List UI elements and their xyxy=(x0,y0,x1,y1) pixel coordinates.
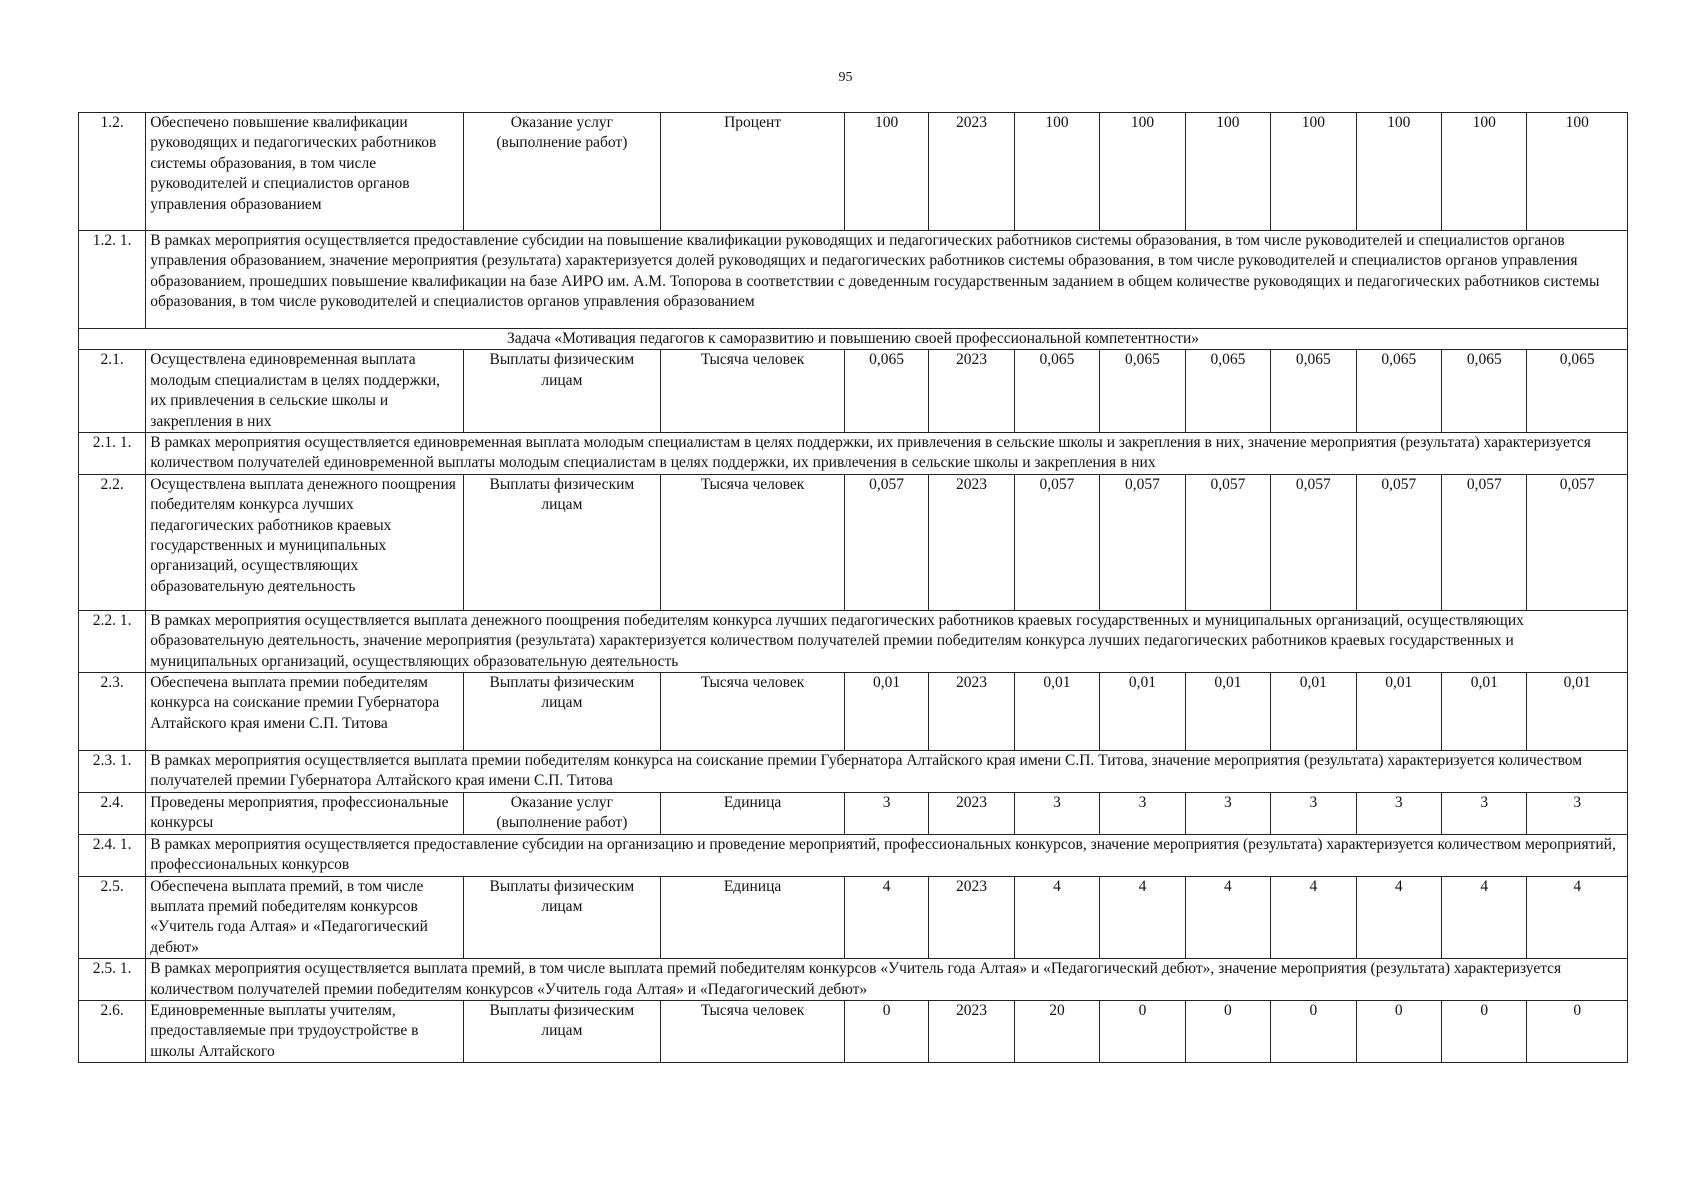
value-year: 2023 xyxy=(929,792,1014,834)
unit-of-measure: Единица xyxy=(661,792,845,834)
value-v2: 4 xyxy=(1100,876,1185,959)
value-v7: 0 xyxy=(1527,1000,1628,1062)
description-row xyxy=(79,231,1628,329)
value-v2: 0,065 xyxy=(1100,350,1185,433)
value-year: 2023 xyxy=(929,113,1014,231)
unit-of-measure: Единица xyxy=(661,876,845,959)
unit-of-measure: Тысяча человек xyxy=(661,350,845,433)
value-v2: 100 xyxy=(1100,113,1185,231)
indicator-kind: Выплаты физическим лицам xyxy=(463,673,661,751)
unit-of-measure: Тысяча человек xyxy=(661,474,845,610)
value-v3: 4 xyxy=(1185,876,1270,959)
value-v1: 4 xyxy=(1014,876,1099,959)
unit-of-measure: Тысяча человек xyxy=(661,673,845,751)
indicator-kind: Выплаты физическим лицам xyxy=(463,1000,661,1062)
value-year: 2023 xyxy=(929,474,1014,610)
row-number: 2.1. 1. xyxy=(79,433,146,475)
value-v7: 0,01 xyxy=(1527,673,1628,751)
value-year: 2023 xyxy=(929,1000,1014,1062)
value-v3: 3 xyxy=(1185,792,1270,834)
value-v2: 0,01 xyxy=(1100,673,1185,751)
indicator-row xyxy=(79,673,1628,751)
value-v3: 0,057 xyxy=(1185,474,1270,610)
indicator-kind: Выплаты физическим лицам xyxy=(463,350,661,433)
value-base: 0 xyxy=(844,1000,928,1062)
value-v2: 3 xyxy=(1100,792,1185,834)
value-v7: 3 xyxy=(1527,792,1628,834)
row-number: 2.6. xyxy=(79,1000,146,1062)
row-number: 1.2. 1. xyxy=(79,231,146,329)
description-text: В рамках мероприятия осуществляется предоставление субсидии на повышение квалификации руководящих и педагогических работников системы образования, в том числе руководителей и специалистов органов управления образованием, значение мероприятия (результата) характеризуется долей руководящих и педагогических работников системы образования, в том числе руководителей и специалистов органов управления образованием, прошедших повышение квалификации на базе АИРО им. А.М. Топорова в соответствии с доведенным государственным заданием в общем количестве руководящих и педагогических работников системы образования, в том числе руководителей и специалистов органов управления образованием xyxy=(146,231,1628,329)
value-v6: 3 xyxy=(1442,792,1527,834)
row-number: 2.5. 1. xyxy=(79,959,146,1001)
value-base: 4 xyxy=(844,876,928,959)
row-number: 2.1. xyxy=(79,350,146,433)
value-v1: 3 xyxy=(1014,792,1099,834)
value-v4: 100 xyxy=(1271,113,1356,231)
unit-of-measure: Тысяча человек xyxy=(661,1000,845,1062)
indicator-name: Обеспечено повышение квалификации руководящих и педагогических работников системы образования, в том числе руководителей и специалистов органов управления образованием xyxy=(146,113,463,231)
description-row xyxy=(79,959,1628,1001)
indicators-table xyxy=(78,112,1628,1063)
row-number: 2.4. xyxy=(79,792,146,834)
value-v1: 0,01 xyxy=(1014,673,1099,751)
indicator-name: Единовременные выплаты учителям, предоставляемые при трудоустройстве в школы Алтайского xyxy=(146,1000,463,1062)
indicator-kind: Выплаты физическим лицам xyxy=(463,474,661,610)
indicator-row xyxy=(79,350,1628,433)
value-v5: 0,065 xyxy=(1356,350,1441,433)
value-v4: 4 xyxy=(1271,876,1356,959)
value-v1: 100 xyxy=(1014,113,1099,231)
description-text: В рамках мероприятия осуществляется выплата денежного поощрения победителям конкурса лучших педагогических работников краевых государственных и муниципальных организаций, осуществляющих образовательную деятельность, значение мероприятия (результата) характеризуется количеством получателей премии победителям конкурса лучших педагогических работников краевых государственных и муниципальных организаций, осуществляющих образовательную деятельность xyxy=(146,610,1628,672)
indicator-row xyxy=(79,876,1628,959)
description-text: В рамках мероприятия осуществляется предоставление субсидии на организацию и проведение мероприятий, профессиональных конкурсов, значение мероприятия (результата) характеризуется количеством мероприятий, профессиональных конкурсов xyxy=(146,834,1628,876)
indicator-name: Проведены мероприятия, профессиональные конкурсы xyxy=(146,792,463,834)
value-base: 0,01 xyxy=(844,673,928,751)
value-v4: 0,01 xyxy=(1271,673,1356,751)
value-year: 2023 xyxy=(929,673,1014,751)
value-v5: 0,01 xyxy=(1356,673,1441,751)
value-v5: 3 xyxy=(1356,792,1441,834)
indicator-name: Осуществлена выплата денежного поощрения победителям конкурса лучших педагогических работников краевых государственных и муниципальных организаций, осуществляющих образовательную деятельность xyxy=(146,474,463,610)
row-number: 2.2. xyxy=(79,474,146,610)
description-text: В рамках мероприятия осуществляется единовременная выплата молодым специалистам в целях поддержки, их привлечения в сельские школы и закрепления в них, значение мероприятия (результата) характеризуется количеством получателей единовременной выплаты молодым специалистам в целях поддержки, их привлечения в сельские школы и закрепления в них xyxy=(146,433,1628,475)
row-number: 2.3. xyxy=(79,673,146,751)
value-v1: 20 xyxy=(1014,1000,1099,1062)
value-year: 2023 xyxy=(929,876,1014,959)
value-v5: 4 xyxy=(1356,876,1441,959)
row-number: 2.2. 1. xyxy=(79,610,146,672)
value-v7: 0,065 xyxy=(1527,350,1628,433)
value-v1: 0,065 xyxy=(1014,350,1099,433)
value-base: 0,057 xyxy=(844,474,928,610)
row-number: 2.4. 1. xyxy=(79,834,146,876)
description-row xyxy=(79,433,1628,475)
value-v4: 3 xyxy=(1271,792,1356,834)
value-v7: 100 xyxy=(1527,113,1628,231)
indicator-kind: Оказание услуг (выполнение работ) xyxy=(463,792,661,834)
indicator-row xyxy=(79,474,1628,610)
row-number: 1.2. xyxy=(79,113,146,231)
value-v3: 0 xyxy=(1185,1000,1270,1062)
indicator-kind: Выплаты физическим лицам xyxy=(463,876,661,959)
page-number: 95 xyxy=(838,70,853,85)
task-row xyxy=(79,329,1628,350)
indicator-name: Обеспечена выплата премий, в том числе выплата премий победителям конкурсов «Учитель года Алтая» и «Педагогический дебют» xyxy=(146,876,463,959)
value-v6: 0,01 xyxy=(1442,673,1527,751)
value-v7: 4 xyxy=(1527,876,1628,959)
value-v6: 0 xyxy=(1442,1000,1527,1062)
row-number: 2.3. 1. xyxy=(79,751,146,793)
value-v6: 0,057 xyxy=(1442,474,1527,610)
task-title: Задача «Мотивация педагогов к саморазвитию и повышению своей профессиональной компетентности» xyxy=(79,329,1628,350)
indicator-row xyxy=(79,1000,1628,1062)
value-base: 100 xyxy=(844,113,928,231)
value-v4: 0 xyxy=(1271,1000,1356,1062)
value-v2: 0 xyxy=(1100,1000,1185,1062)
indicator-name: Обеспечена выплата премии победителям конкурса на соискание премии Губернатора Алтайского края имени С.П. Титова xyxy=(146,673,463,751)
unit-of-measure: Процент xyxy=(661,113,845,231)
value-v5: 0,057 xyxy=(1356,474,1441,610)
value-v7: 0,057 xyxy=(1527,474,1628,610)
description-row xyxy=(79,610,1628,672)
description-text: В рамках мероприятия осуществляется выплата премий, в том числе выплата премий победителям конкурсов «Учитель года Алтая» и «Педагогический дебют», значение мероприятия (результата) характеризуется количеством получателей премии победителям конкурсов «Учитель года Алтая» и «Педагогический дебют» xyxy=(146,959,1628,1001)
description-row xyxy=(79,834,1628,876)
value-v5: 100 xyxy=(1356,113,1441,231)
value-v3: 0,01 xyxy=(1185,673,1270,751)
indicator-row xyxy=(79,792,1628,834)
value-year: 2023 xyxy=(929,350,1014,433)
description-row xyxy=(79,751,1628,793)
indicator-name: Осуществлена единовременная выплата молодым специалистам в целях поддержки, их привлечения в сельские школы и закрепления в них xyxy=(146,350,463,433)
value-v4: 0,065 xyxy=(1271,350,1356,433)
value-base: 3 xyxy=(844,792,928,834)
value-base: 0,065 xyxy=(844,350,928,433)
indicator-row xyxy=(79,113,1628,231)
value-v1: 0,057 xyxy=(1014,474,1099,610)
description-text: В рамках мероприятия осуществляется выплата премии победителям конкурса на соискание премии Губернатора Алтайского края имени С.П. Титова, значение мероприятия (результата) характеризуется количеством получателей премии Губернатора Алтайского края имени С.П. Титова xyxy=(146,751,1628,793)
value-v3: 0,065 xyxy=(1185,350,1270,433)
value-v6: 4 xyxy=(1442,876,1527,959)
indicator-kind: Оказание услуг (выполнение работ) xyxy=(463,113,661,231)
value-v4: 0,057 xyxy=(1271,474,1356,610)
value-v5: 0 xyxy=(1356,1000,1441,1062)
value-v6: 0,065 xyxy=(1442,350,1527,433)
value-v6: 100 xyxy=(1442,113,1527,231)
row-number: 2.5. xyxy=(79,876,146,959)
value-v2: 0,057 xyxy=(1100,474,1185,610)
value-v3: 100 xyxy=(1185,113,1270,231)
